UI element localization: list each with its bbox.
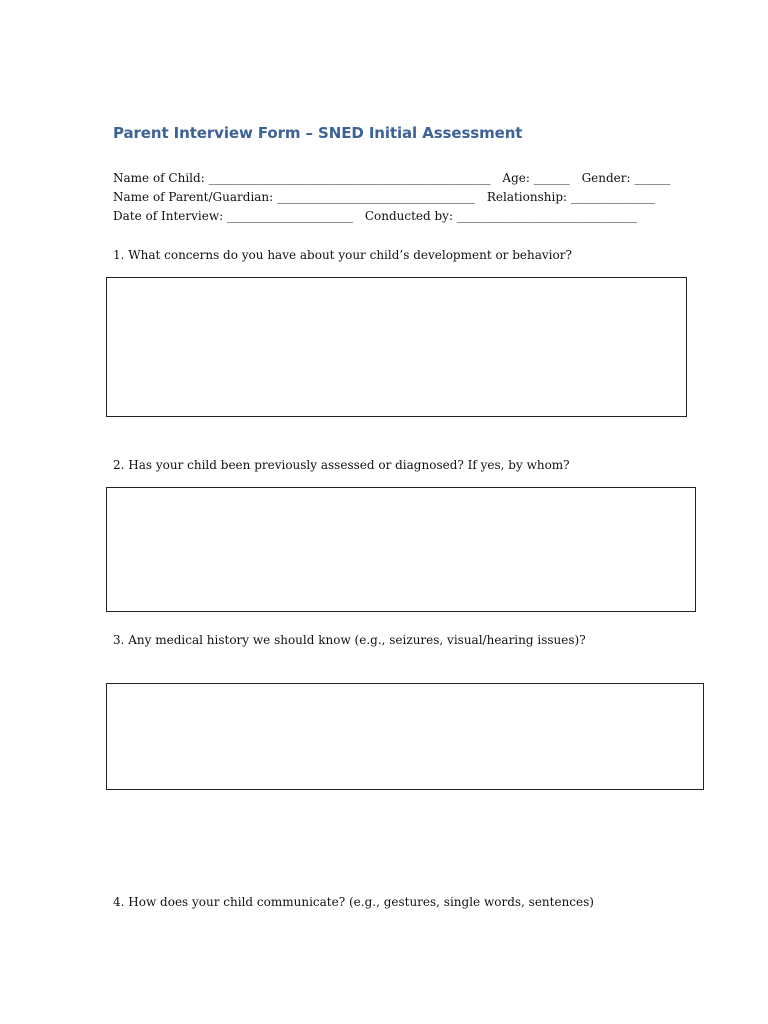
answer-box-3[interactable]	[106, 683, 704, 790]
parent-name-field[interactable]: _________________________________	[277, 190, 476, 204]
gender-field[interactable]: ______	[634, 171, 671, 185]
age-label: Age:	[502, 171, 530, 185]
question-2: 2. Has your child been previously assessed or diagnosed? If yes, by whom?	[113, 458, 570, 472]
conducted-by-label: Conducted by:	[364, 209, 454, 223]
child-name-field[interactable]: _______________________________________________	[208, 171, 491, 185]
date-field[interactable]: _____________________	[226, 209, 353, 223]
date-label: Date of Interview:	[113, 209, 224, 223]
parent-info-row	[113, 190, 655, 204]
answer-box-2[interactable]	[106, 487, 696, 612]
form-title: Parent Interview Form – SNED Initial Assessment	[113, 124, 523, 142]
conducted-by-field[interactable]: ______________________________	[456, 209, 637, 223]
child-name-label: Name of Child:	[113, 171, 205, 185]
age-field[interactable]: ______	[533, 171, 570, 185]
interview-info-row	[113, 209, 637, 223]
question-1: 1. What concerns do you have about your child’s development or behavior?	[113, 248, 572, 262]
relationship-field[interactable]: ______________	[570, 190, 655, 204]
question-3: 3. Any medical history we should know (e.g., seizures, visual/hearing issues)?	[113, 633, 586, 647]
parent-name-label: Name of Parent/Guardian:	[113, 190, 274, 204]
answer-box-1[interactable]	[106, 277, 687, 417]
relationship-label: Relationship:	[486, 190, 568, 204]
gender-label: Gender:	[581, 171, 631, 185]
child-info-row	[113, 171, 670, 185]
question-4: 4. How does your child communicate? (e.g., gestures, single words, sentences)	[113, 895, 594, 909]
